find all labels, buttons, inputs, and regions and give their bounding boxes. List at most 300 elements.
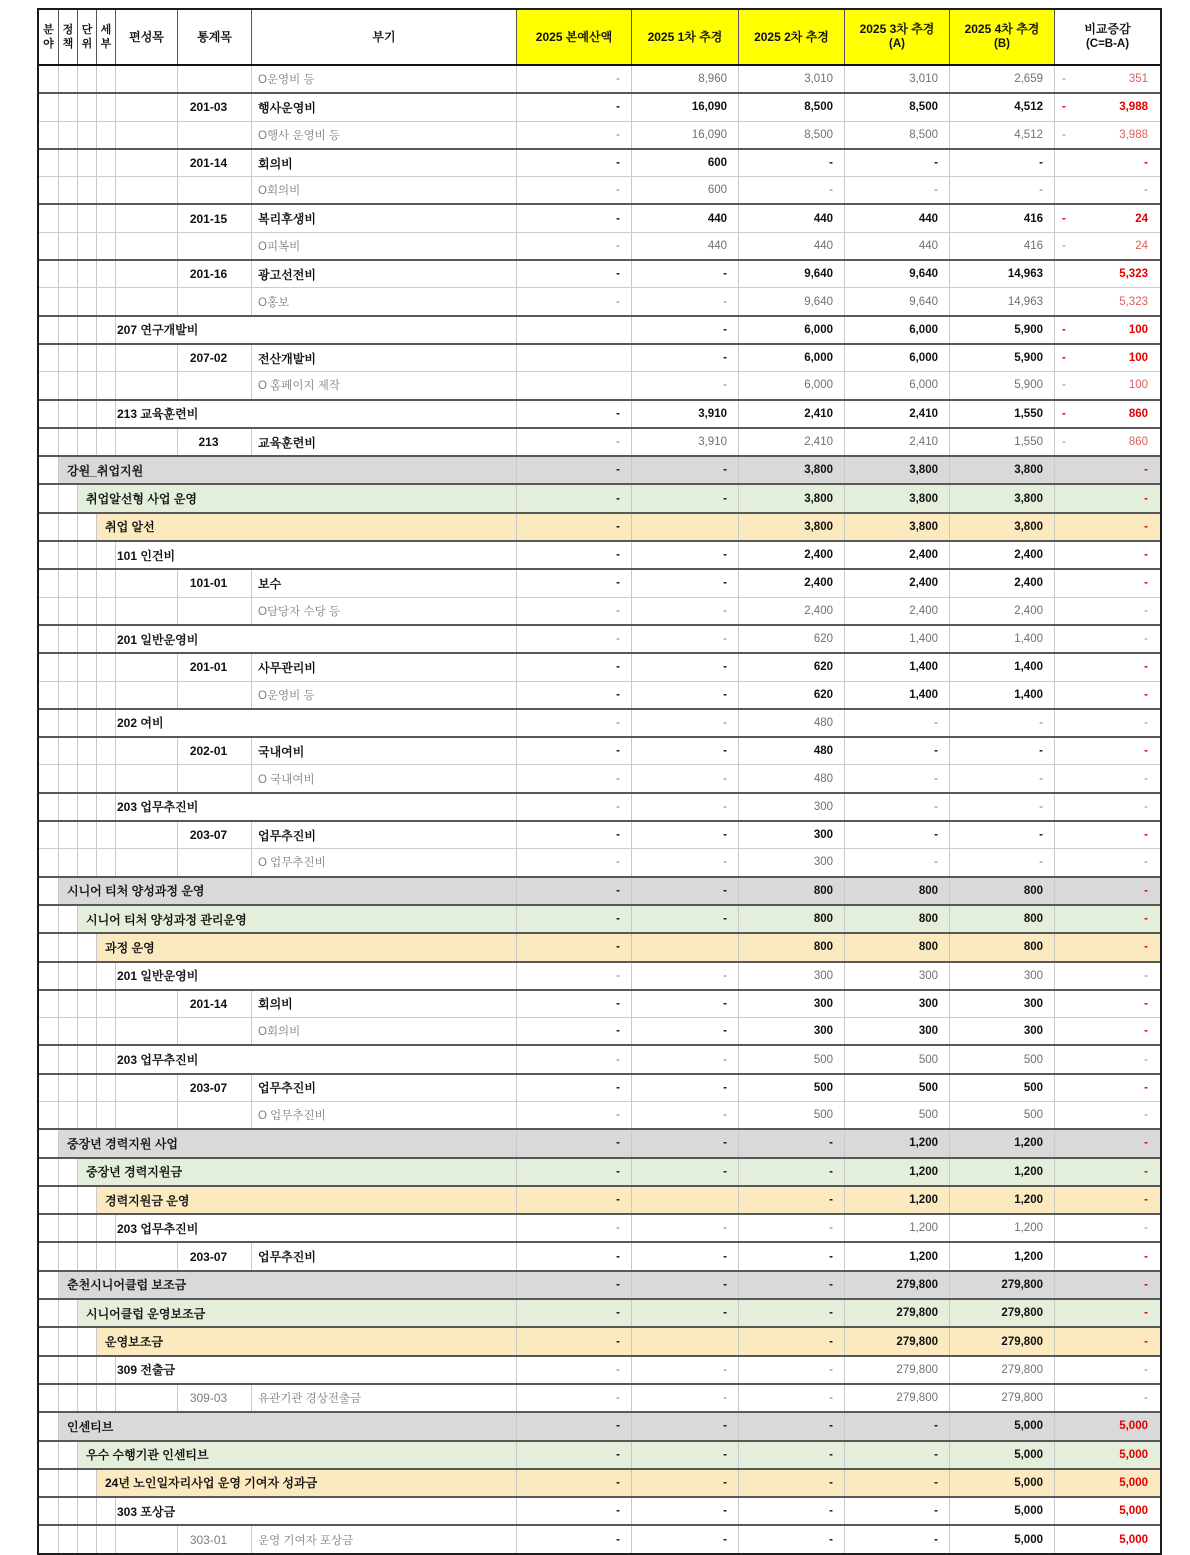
amount-cell: 800 [845, 906, 950, 932]
indent-cell [78, 822, 97, 848]
diff-minus-sign: - [1062, 239, 1066, 252]
amount-cell: - [517, 765, 632, 791]
group-label: 213 교육훈련비 [116, 401, 517, 427]
amount-cell: - [632, 317, 739, 343]
table-row [39, 203, 1160, 231]
indent-cell [78, 963, 97, 989]
indent-cell [97, 682, 116, 708]
amount-cell: 2,410 [739, 401, 845, 427]
indent-cell [78, 794, 97, 820]
amount-cell: 2,400 [739, 542, 845, 568]
table-row [39, 121, 1160, 148]
diff-value: - [1144, 884, 1148, 897]
amount-cell: - [739, 1243, 845, 1269]
amount-cell: 440 [845, 205, 950, 231]
amount-cell: 279,800 [950, 1328, 1055, 1354]
amount-cell: 3,800 [950, 514, 1055, 540]
group-label: 303 포상금 [116, 1498, 517, 1524]
amount-cell: - [632, 1385, 739, 1411]
diff-value: - [1144, 577, 1148, 590]
section-label: 운영보조금 [97, 1328, 517, 1354]
diff-value: - [1144, 856, 1148, 869]
amount-cell: - [517, 738, 632, 764]
amount-cell: 1,200 [950, 1130, 1055, 1156]
amount-cell: 1,200 [950, 1243, 1055, 1269]
amount-cell: - [845, 738, 950, 764]
note-label: O 홈페이지 제작 [252, 372, 517, 398]
stat-code [178, 122, 252, 148]
indent-cell [39, 626, 59, 652]
indent-cell [59, 1243, 78, 1269]
table-row [39, 1128, 1160, 1156]
diff-cell [1055, 1159, 1160, 1185]
diff-value: - [1144, 997, 1148, 1010]
table-row [39, 1411, 1160, 1439]
amount-cell: - [517, 1357, 632, 1383]
amount-cell: 1,400 [845, 626, 950, 652]
indent-cell [39, 1498, 59, 1524]
amount-cell: 4,512 [950, 122, 1055, 148]
amount-cell: 3,800 [845, 457, 950, 483]
indent-cell [59, 1442, 78, 1468]
indent-cell [39, 1413, 59, 1439]
amount-cell: - [632, 849, 739, 875]
indent-cell [78, 1357, 97, 1383]
amount-cell: - [517, 261, 632, 287]
stat-code: 213 [178, 429, 252, 455]
diff-cell [1055, 401, 1160, 427]
indent-cell [59, 542, 78, 568]
table-row [39, 904, 1160, 932]
amount-cell: - [517, 177, 632, 203]
amount-cell: - [739, 1300, 845, 1326]
diff-value: - [1144, 492, 1148, 505]
amount-cell: - [632, 345, 739, 371]
diff-cell [1055, 122, 1160, 148]
amount-cell: 2,659 [950, 66, 1055, 92]
col-header-diff [1055, 10, 1160, 64]
stat-label: 전산개발비 [252, 345, 517, 371]
indent-cell [97, 261, 116, 287]
diff-cell [1055, 1385, 1160, 1411]
amount-cell: - [739, 1442, 845, 1468]
amount-cell: 3,800 [845, 485, 950, 511]
amount-cell: 480 [739, 710, 845, 736]
stat-label: 국내여비 [252, 738, 517, 764]
item-cell [116, 261, 178, 287]
amount-cell: 5,000 [950, 1498, 1055, 1524]
diff-value: - [1144, 633, 1148, 646]
diff-value: 24 [1135, 212, 1148, 225]
amount-cell: 600 [632, 150, 739, 176]
stat-code [178, 372, 252, 398]
amount-cell: - [632, 626, 739, 652]
indent-cell [39, 878, 59, 904]
amount-cell: - [632, 1300, 739, 1326]
group-label: 203 업무추진비 [116, 794, 517, 820]
amount-cell: - [517, 1215, 632, 1241]
indent-cell [39, 457, 59, 483]
stat-label: 회의비 [252, 150, 517, 176]
indent-cell [97, 1385, 116, 1411]
item-cell [116, 429, 178, 455]
indent-cell [97, 317, 116, 343]
col-header-rev4-label: 2025 4차 추경 [964, 21, 1040, 36]
amount-cell: - [739, 150, 845, 176]
diff-cell [1055, 849, 1160, 875]
amount-cell: 2,400 [739, 570, 845, 596]
indent-cell [39, 963, 59, 989]
indent-cell [78, 372, 97, 398]
amount-cell [517, 345, 632, 371]
diff-cell [1055, 94, 1160, 120]
diff-value: - [1144, 1222, 1148, 1235]
col-header-detail: 세부 [97, 10, 116, 64]
indent-cell [78, 150, 97, 176]
diff-value: 100 [1128, 379, 1148, 392]
indent-cell [97, 1075, 116, 1101]
indent-cell [39, 934, 59, 960]
section-label: 경력지원금 운영 [97, 1187, 517, 1213]
diff-cell [1055, 710, 1160, 736]
amount-cell [632, 514, 739, 540]
diff-value: - [1144, 1194, 1148, 1207]
diff-value: - [1144, 520, 1148, 533]
item-cell [116, 345, 178, 371]
diff-value: 5,000 [1119, 1448, 1148, 1461]
indent-cell [97, 822, 116, 848]
diff-value: - [1144, 464, 1148, 477]
diff-cell [1055, 150, 1160, 176]
indent-cell [59, 1215, 78, 1241]
indent-cell [78, 682, 97, 708]
amount-cell: - [517, 963, 632, 989]
group-label: 203 업무추진비 [116, 1046, 517, 1072]
amount-cell: 5,900 [950, 317, 1055, 343]
col-header-rev4-sub: (B) [994, 38, 1010, 51]
stat-label: 운영 기여자 포상금 [252, 1526, 517, 1552]
indent-cell [97, 1018, 116, 1044]
indent-cell [59, 485, 78, 511]
table-row [39, 652, 1160, 680]
indent-cell [39, 1272, 59, 1298]
indent-cell [59, 1385, 78, 1411]
amount-cell: - [845, 150, 950, 176]
stat-label: 행사운영비 [252, 94, 517, 120]
indent-cell [39, 150, 59, 176]
table-row [39, 176, 1160, 203]
indent-cell [39, 710, 59, 736]
item-cell [116, 372, 178, 398]
table-row [39, 1440, 1160, 1468]
amount-cell: 300 [739, 1018, 845, 1044]
amount-cell: - [517, 1075, 632, 1101]
amount-cell: 440 [739, 205, 845, 231]
amount-cell: 5,000 [950, 1526, 1055, 1552]
group-label: 101 인건비 [116, 542, 517, 568]
table-row [39, 820, 1160, 848]
diff-value: - [1144, 1250, 1148, 1263]
indent-cell [59, 514, 78, 540]
amount-cell: - [632, 598, 739, 624]
amount-cell: - [632, 765, 739, 791]
amount-cell: - [632, 1526, 739, 1552]
indent-cell [97, 1102, 116, 1128]
amount-cell: 300 [845, 1018, 950, 1044]
amount-cell: - [739, 1385, 845, 1411]
indent-cell [78, 1470, 97, 1496]
amount-cell: - [950, 765, 1055, 791]
indent-cell [39, 94, 59, 120]
amount-cell: 2,410 [845, 429, 950, 455]
amount-cell: - [517, 233, 632, 259]
indent-cell [39, 514, 59, 540]
indent-cell [97, 765, 116, 791]
diff-value: - [1144, 1081, 1148, 1094]
amount-cell: - [950, 738, 1055, 764]
amount-cell: - [845, 1442, 950, 1468]
table-row [39, 92, 1160, 120]
table-row [39, 1270, 1160, 1298]
indent-cell [59, 1470, 78, 1496]
section-label: 24년 노인일자리사업 운영 기여자 성과금 [97, 1470, 517, 1496]
table-row [39, 232, 1160, 259]
amount-cell: - [950, 794, 1055, 820]
indent-cell [39, 1187, 59, 1213]
amount-cell: 800 [845, 878, 950, 904]
diff-cell [1055, 1300, 1160, 1326]
amount-cell: - [632, 1470, 739, 1496]
indent-cell [39, 598, 59, 624]
stat-code: 203-07 [178, 1075, 252, 1101]
amount-cell: - [517, 1470, 632, 1496]
diff-cell [1055, 205, 1160, 231]
amount-cell: 9,640 [739, 261, 845, 287]
indent-cell [97, 94, 116, 120]
amount-cell: - [845, 765, 950, 791]
diff-cell [1055, 1442, 1160, 1468]
indent-cell [97, 710, 116, 736]
amount-cell: - [739, 1159, 845, 1185]
diff-cell [1055, 1215, 1160, 1241]
table-body [39, 66, 1160, 1553]
amount-cell: 279,800 [950, 1357, 1055, 1383]
indent-cell [59, 317, 78, 343]
amount-cell: 6,000 [739, 345, 845, 371]
col-header-policy: 정책 [59, 10, 78, 64]
diff-cell [1055, 738, 1160, 764]
diff-cell [1055, 485, 1160, 511]
table-row [39, 1017, 1160, 1044]
table-row [39, 1157, 1160, 1185]
diff-value: - [1144, 969, 1148, 982]
amount-cell: 3,800 [739, 514, 845, 540]
table-row [39, 148, 1160, 176]
amount-cell: 600 [632, 177, 739, 203]
indent-cell [59, 1075, 78, 1101]
indent-cell [39, 1215, 59, 1241]
indent-cell [97, 288, 116, 314]
amount-cell: - [632, 261, 739, 287]
diff-cell [1055, 1075, 1160, 1101]
indent-cell [59, 372, 78, 398]
indent-cell [78, 765, 97, 791]
amount-cell: 2,400 [845, 598, 950, 624]
indent-cell [78, 1018, 97, 1044]
amount-cell: - [517, 542, 632, 568]
indent-cell [59, 150, 78, 176]
indent-cell [97, 542, 116, 568]
indent-cell [78, 66, 97, 92]
amount-cell: - [517, 1328, 632, 1354]
amount-cell: 300 [739, 963, 845, 989]
amount-cell: - [632, 1243, 739, 1269]
item-cell [116, 122, 178, 148]
indent-cell [78, 1385, 97, 1411]
indent-cell [97, 66, 116, 92]
amount-cell: 279,800 [950, 1385, 1055, 1411]
col-header-field: 분야 [39, 10, 59, 64]
stat-code: 303-01 [178, 1526, 252, 1552]
amount-cell: - [845, 849, 950, 875]
indent-cell [78, 261, 97, 287]
table-row [39, 1185, 1160, 1213]
indent-cell [78, 233, 97, 259]
amount-cell: - [950, 849, 1055, 875]
table-row [39, 259, 1160, 287]
amount-cell: 6,000 [845, 317, 950, 343]
indent-cell [39, 1102, 59, 1128]
amount-cell: 14,963 [950, 288, 1055, 314]
amount-cell: - [632, 1130, 739, 1156]
group-label: 309 전출금 [116, 1357, 517, 1383]
amount-cell: 1,550 [950, 401, 1055, 427]
diff-value: 860 [1128, 407, 1148, 420]
diff-value: - [1144, 1363, 1148, 1376]
amount-cell: - [517, 94, 632, 120]
group-label: 201 일반운영비 [116, 626, 517, 652]
indent-cell [97, 1526, 116, 1552]
table-row [39, 989, 1160, 1017]
stat-code [178, 1102, 252, 1128]
amount-cell: 2,400 [950, 598, 1055, 624]
indent-cell [97, 122, 116, 148]
stat-code: 201-15 [178, 205, 252, 231]
indent-cell [59, 710, 78, 736]
amount-cell: 2,400 [845, 542, 950, 568]
amount-cell: 300 [950, 1018, 1055, 1044]
diff-minus-sign: - [1062, 73, 1066, 86]
col-header-rev2 [739, 10, 845, 64]
indent-cell [78, 205, 97, 231]
indent-cell [78, 1075, 97, 1101]
col-header-rev1-label: 2025 1차 추경 [647, 29, 723, 44]
table-row [39, 1355, 1160, 1383]
diff-value: - [1144, 1137, 1148, 1150]
diff-value: - [1144, 829, 1148, 842]
amount-cell: - [632, 372, 739, 398]
indent-cell [39, 849, 59, 875]
indent-cell [59, 1046, 78, 1072]
amount-cell: - [517, 1159, 632, 1185]
indent-cell [78, 514, 97, 540]
diff-value: - [1144, 1335, 1148, 1348]
stat-code [178, 1018, 252, 1044]
col-header-unit: 단위 [78, 10, 97, 64]
amount-cell: 1,200 [950, 1187, 1055, 1213]
amount-cell: 500 [845, 1102, 950, 1128]
indent-cell [97, 372, 116, 398]
indent-cell [59, 1102, 78, 1128]
amount-cell: - [517, 1498, 632, 1524]
amount-cell: 3,910 [632, 401, 739, 427]
stat-code: 201-03 [178, 94, 252, 120]
indent-cell [59, 205, 78, 231]
indent-cell [78, 654, 97, 680]
amount-cell: 279,800 [950, 1300, 1055, 1326]
diff-value: 3,988 [1119, 128, 1148, 141]
amount-cell: 3,800 [845, 514, 950, 540]
indent-cell [97, 233, 116, 259]
amount-cell: - [739, 1187, 845, 1213]
diff-cell [1055, 906, 1160, 932]
indent-cell [39, 233, 59, 259]
amount-cell: 3,800 [950, 485, 1055, 511]
table-row [39, 681, 1160, 708]
amount-cell: - [517, 429, 632, 455]
diff-value: 5,000 [1119, 1420, 1148, 1433]
indent-cell [59, 177, 78, 203]
diff-minus-sign: - [1062, 352, 1066, 365]
diff-value: - [1144, 941, 1148, 954]
diff-minus-sign: - [1062, 101, 1066, 114]
amount-cell: - [632, 682, 739, 708]
amount-cell: - [517, 1046, 632, 1072]
budget-table [37, 8, 1162, 1555]
indent-cell [39, 1442, 59, 1468]
amount-cell: 300 [845, 963, 950, 989]
indent-cell [59, 122, 78, 148]
table-row [39, 624, 1160, 652]
table-row [39, 455, 1160, 483]
diff-cell [1055, 1243, 1160, 1269]
diff-cell [1055, 1130, 1160, 1156]
amount-cell: - [845, 822, 950, 848]
table-row [39, 287, 1160, 314]
diff-value: - [1144, 1053, 1148, 1066]
item-cell [116, 94, 178, 120]
group-label: 201 일반운영비 [116, 963, 517, 989]
amount-cell: - [632, 457, 739, 483]
amount-cell: 800 [950, 878, 1055, 904]
amount-cell: 9,640 [845, 261, 950, 287]
item-cell [116, 150, 178, 176]
item-cell [116, 738, 178, 764]
amount-cell: 8,960 [632, 66, 739, 92]
amount-cell: 416 [950, 233, 1055, 259]
amount-cell: - [517, 1018, 632, 1044]
diff-cell [1055, 372, 1160, 398]
diff-cell [1055, 654, 1160, 680]
amount-cell: 1,200 [845, 1215, 950, 1241]
indent-cell [78, 1243, 97, 1269]
amount-cell: - [632, 570, 739, 596]
stat-code [178, 849, 252, 875]
amount-cell: - [632, 710, 739, 736]
amount-cell: - [739, 1357, 845, 1383]
diff-cell [1055, 457, 1160, 483]
table-row [39, 876, 1160, 904]
